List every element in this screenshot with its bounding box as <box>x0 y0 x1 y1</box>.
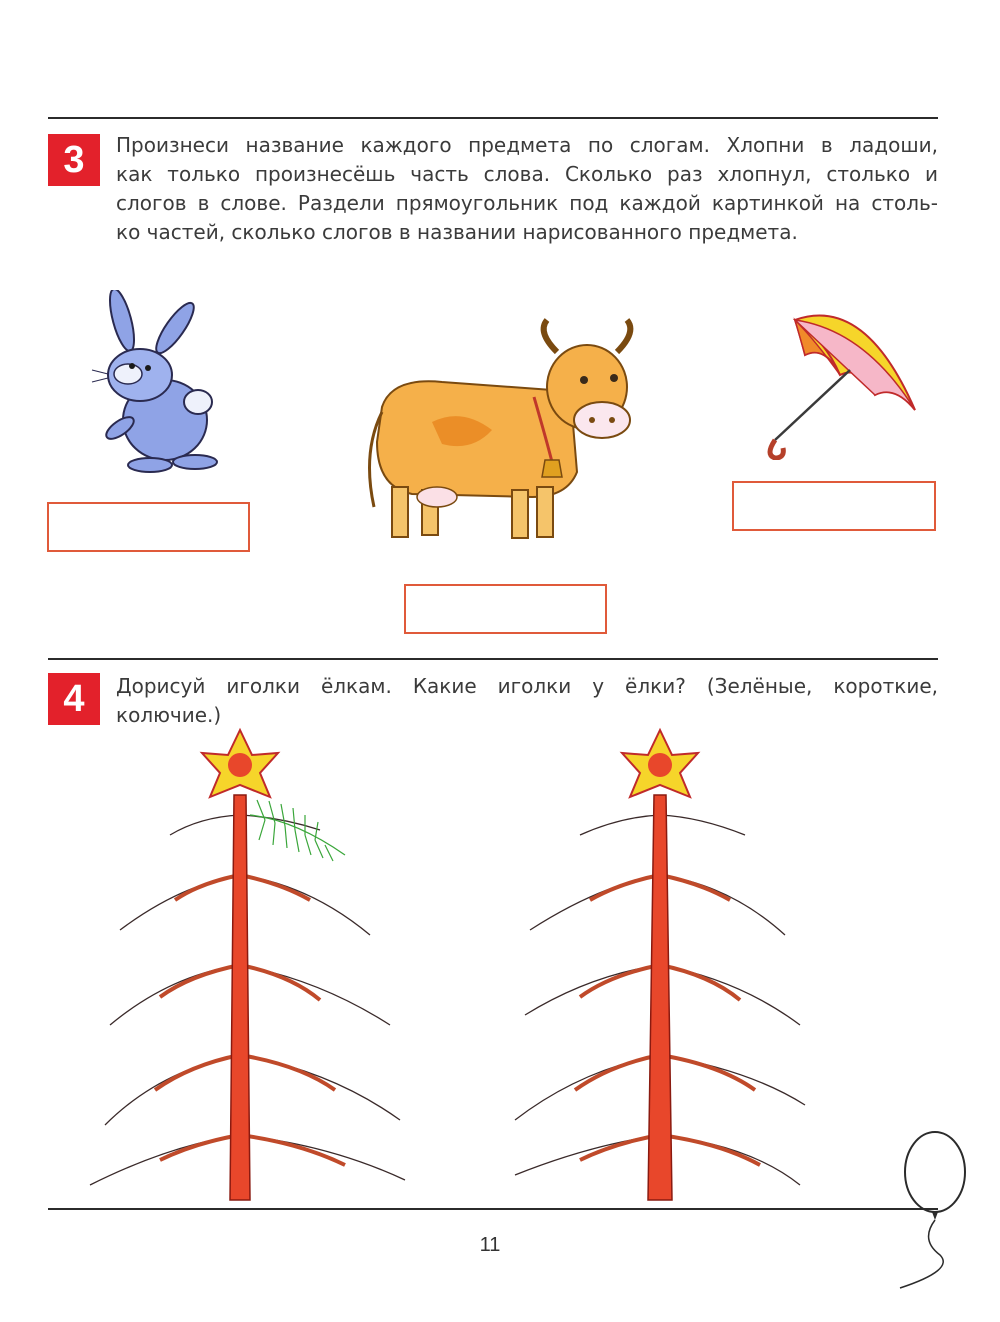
syllable-box-cow[interactable] <box>404 584 607 634</box>
task-4-instructions <box>116 672 938 730</box>
task-3-instructions <box>116 131 938 247</box>
hare-icon <box>80 290 230 480</box>
task-3-line: Произнеси название каждого предмета по слогам. Хлопни в ладоши, <box>116 133 938 157</box>
section-divider-middle <box>48 658 938 660</box>
page-number: 11 <box>479 1234 501 1256</box>
balloon-icon <box>880 1130 990 1290</box>
syllable-box-hare[interactable] <box>47 502 250 552</box>
umbrella-icon <box>755 300 925 460</box>
section-divider-top <box>48 117 938 119</box>
task-4-line: колючие.) <box>116 703 222 727</box>
fir-tree-icon <box>80 725 420 1205</box>
task-3-line: слогов в слове. Раздели прямоугольник под каждой картинкой на столь- <box>116 191 938 215</box>
task-number-3: 3 <box>48 134 100 186</box>
task-4-line: Дорисуй иголки ёлкам. Какие иголки у ёлки? (Зелёные, короткие, <box>116 674 938 698</box>
task-number-4: 4 <box>48 673 100 725</box>
task-3-line: ко частей, сколько слогов в названии нарисованного предмета. <box>116 220 798 244</box>
section-divider-bottom <box>48 1208 938 1210</box>
task-3-line: как только произнесёшь часть слова. Сколько раз хлопнул, столько и <box>116 162 938 186</box>
syllable-box-umbrella[interactable] <box>732 481 936 531</box>
fir-tree-icon <box>500 725 820 1205</box>
cow-icon <box>352 312 647 552</box>
